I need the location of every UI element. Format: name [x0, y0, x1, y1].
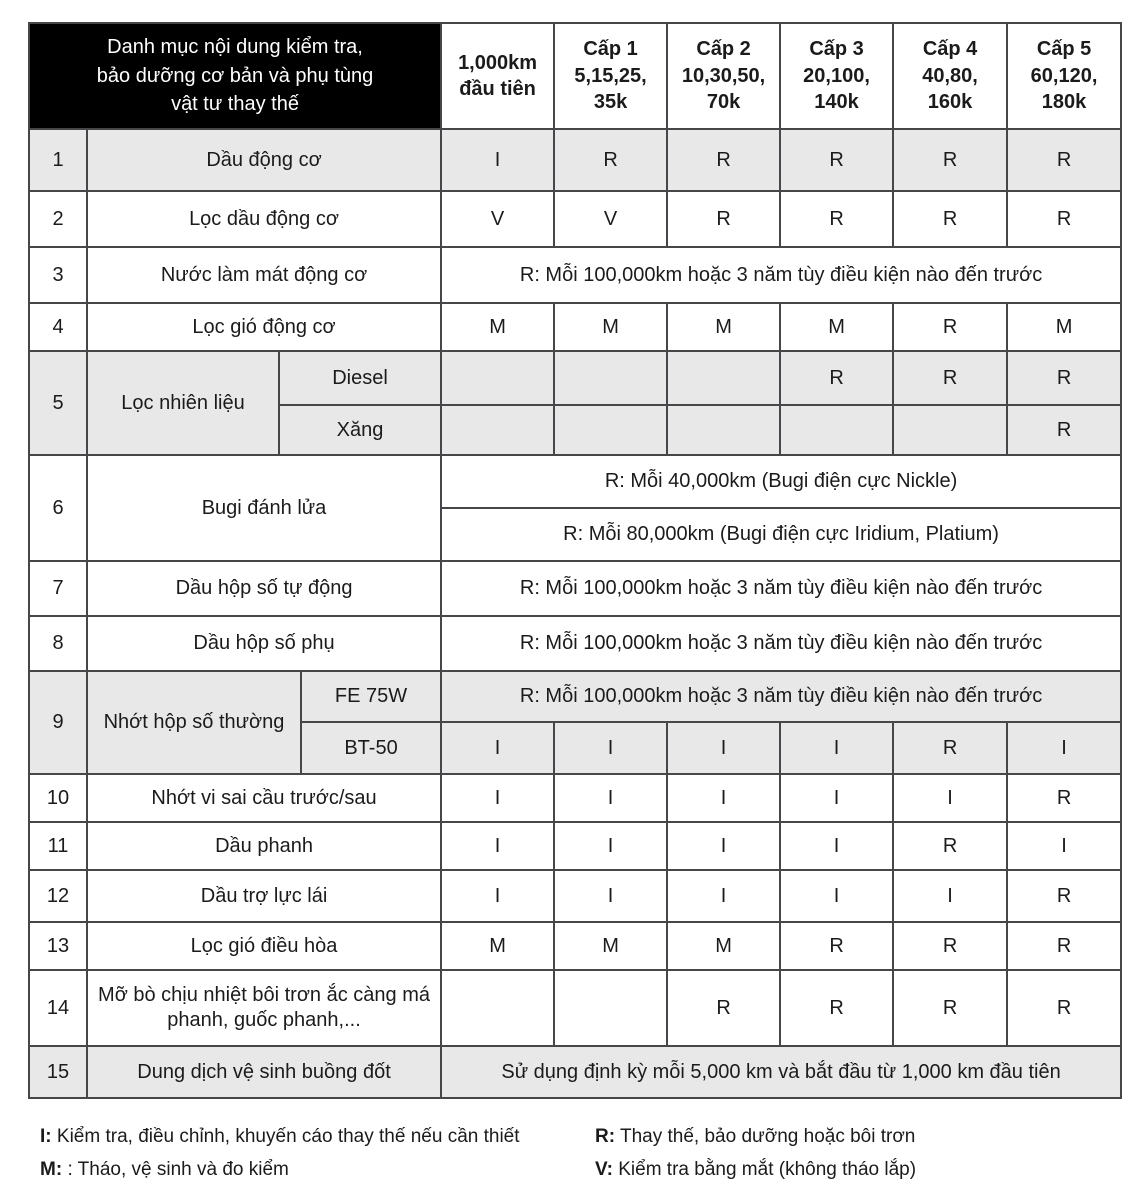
legend-item-m	[40, 1153, 520, 1186]
column-header-line: 5,15,25,	[574, 64, 647, 87]
interval-cell: I	[441, 774, 554, 822]
table-title-line: Danh mục nội dung kiểm tra,	[107, 36, 363, 59]
interval-cell: R	[1007, 922, 1121, 970]
table-title-cell	[29, 23, 441, 129]
row-number: 6	[29, 455, 87, 561]
interval-cell: I	[893, 870, 1007, 922]
table-title-line: bảo dưỡng cơ bản và phụ tùng	[96, 64, 374, 87]
row-number: 5	[29, 351, 87, 455]
interval-cell: I	[780, 822, 893, 870]
interval-cell: M	[441, 922, 554, 970]
interval-cell: I	[667, 722, 780, 774]
column-header-line: 20,100,	[803, 64, 870, 87]
legend-key-m: M:	[40, 1159, 63, 1180]
interval-cell: I	[441, 129, 554, 191]
table-row	[29, 561, 1121, 616]
column-header-line: Cấp 4	[922, 38, 978, 61]
legend-key-i: I:	[40, 1126, 52, 1147]
span-note: R: Mỗi 100,000km hoặc 3 năm tùy điều kiện nào đến trước	[441, 247, 1121, 303]
interval-cell: I	[441, 870, 554, 922]
column-header-line: 35k	[593, 91, 628, 114]
interval-cell: R	[893, 922, 1007, 970]
interval-cell: R	[1007, 129, 1121, 191]
interval-cell: I	[667, 870, 780, 922]
column-header-cap2	[667, 23, 780, 129]
interval-cell: M	[667, 922, 780, 970]
interval-cell	[441, 351, 554, 405]
table-row	[29, 671, 1121, 722]
interval-cell: R	[893, 129, 1007, 191]
interval-cell	[667, 351, 780, 405]
interval-cell: R	[1007, 405, 1121, 455]
column-header-line: Cấp 2	[696, 38, 751, 61]
item-label: Dầu động cơ	[87, 129, 441, 191]
span-note: R: Mỗi 100,000km hoặc 3 năm tùy điều kiện nào đến trước	[441, 616, 1121, 671]
interval-cell: R	[893, 970, 1007, 1046]
item-label: Dung dịch vệ sinh buồng đốt	[87, 1046, 441, 1098]
item-label: Nhớt hộp số thường	[87, 671, 301, 774]
table-row	[29, 822, 1121, 870]
row-number: 10	[29, 774, 87, 822]
interval-cell: I	[554, 870, 667, 922]
interval-cell	[667, 405, 780, 455]
table-row	[29, 1046, 1121, 1098]
interval-cell	[554, 351, 667, 405]
legend-text-m: : Tháo, vệ sinh và đo kiểm	[67, 1159, 289, 1180]
interval-cell: M	[1007, 303, 1121, 351]
interval-cell: R	[780, 129, 893, 191]
item-label: Mỡ bò chịu nhiệt bôi trơn ắc càng má phanh, guốc phanh,...	[87, 970, 441, 1046]
interval-cell: R	[1007, 774, 1121, 822]
interval-cell	[893, 405, 1007, 455]
interval-cell: R	[1007, 970, 1121, 1046]
interval-cell: M	[780, 303, 893, 351]
interval-cell: M	[554, 922, 667, 970]
column-header-line: đầu tiên	[459, 78, 536, 100]
interval-cell: M	[667, 303, 780, 351]
interval-cell: V	[554, 191, 667, 247]
interval-cell: I	[554, 774, 667, 822]
span-note: R: Mỗi 100,000km hoặc 3 năm tùy điều kiện nào đến trước	[441, 671, 1121, 722]
table-row	[29, 922, 1121, 970]
interval-cell	[441, 405, 554, 455]
item-label: Dầu trợ lực lái	[87, 870, 441, 922]
span-note: R: Mỗi 80,000km (Bugi điện cực Iridium, Platium)	[441, 508, 1121, 561]
column-header-line: 60,120,	[1030, 64, 1098, 87]
span-note: R: Mỗi 100,000km hoặc 3 năm tùy điều kiện nào đến trước	[441, 561, 1121, 616]
interval-cell: R	[1007, 351, 1121, 405]
interval-cell: R	[1007, 870, 1121, 922]
row-number: 1	[29, 129, 87, 191]
legend-key-r: R:	[595, 1126, 616, 1147]
row-number: 11	[29, 822, 87, 870]
table-row	[29, 455, 1121, 508]
legend-text-i: Kiểm tra, điều chỉnh, khuyến cáo thay thế nếu cần thiết	[56, 1126, 520, 1147]
interval-cell: I	[780, 722, 893, 774]
column-header-first-1000km	[441, 23, 554, 129]
row-number: 14	[29, 970, 87, 1046]
item-label: Dầu hộp số phụ	[87, 616, 441, 671]
column-header-line: 140k	[814, 91, 859, 114]
interval-cell	[554, 405, 667, 455]
row-number: 13	[29, 922, 87, 970]
row-number: 9	[29, 671, 87, 774]
interval-cell: I	[667, 774, 780, 822]
table-row	[29, 303, 1121, 351]
column-header-cap4	[893, 23, 1007, 129]
interval-cell: R	[780, 970, 893, 1046]
interval-cell: R	[1007, 191, 1121, 247]
row-number: 2	[29, 191, 87, 247]
legend-text-v: Kiểm tra bằng mắt (không tháo lắp)	[618, 1159, 917, 1180]
legend-text-r: Thay thế, bảo dưỡng hoặc bôi trơn	[620, 1126, 916, 1147]
interval-cell: R	[893, 303, 1007, 351]
table-row	[29, 970, 1121, 1046]
row-number: 8	[29, 616, 87, 671]
interval-cell: I	[780, 774, 893, 822]
legend-item-i	[40, 1120, 520, 1153]
interval-cell	[441, 970, 554, 1046]
row-number: 4	[29, 303, 87, 351]
item-label: Lọc gió điều hòa	[87, 922, 441, 970]
interval-cell: R	[893, 822, 1007, 870]
sub-label-fe75w: FE 75W	[301, 671, 441, 722]
interval-cell	[554, 970, 667, 1046]
table-row	[29, 247, 1121, 303]
item-label: Lọc dầu động cơ	[87, 191, 441, 247]
interval-cell: I	[441, 722, 554, 774]
column-header-cap3	[780, 23, 893, 129]
interval-cell: I	[441, 822, 554, 870]
column-header-line: 10,30,50,	[681, 64, 766, 87]
legend-key-v: V:	[595, 1159, 613, 1180]
column-header-line: 70k	[706, 91, 741, 114]
interval-cell: V	[441, 191, 554, 247]
column-header-cap5	[1007, 23, 1121, 129]
table-row	[29, 191, 1121, 247]
interval-cell: R	[554, 129, 667, 191]
row-number: 12	[29, 870, 87, 922]
table-row	[29, 774, 1121, 822]
column-header-line: Cấp 5	[1036, 38, 1092, 61]
interval-cell: I	[1007, 822, 1121, 870]
row-number: 15	[29, 1046, 87, 1098]
interval-cell: I	[780, 870, 893, 922]
table-title-line: vật tư thay thế	[171, 93, 299, 116]
table-row	[29, 616, 1121, 671]
item-label: Dầu hộp số tự động	[87, 561, 441, 616]
interval-cell: R	[780, 351, 893, 405]
column-header-line: 1,000km	[458, 51, 538, 74]
span-note: R: Mỗi 40,000km (Bugi điện cực Nickle)	[441, 455, 1121, 508]
item-label: Lọc gió động cơ	[87, 303, 441, 351]
sub-label-xang: Xăng	[279, 405, 441, 455]
interval-cell: I	[1007, 722, 1121, 774]
legend-item-v	[595, 1153, 916, 1186]
interval-cell: R	[667, 191, 780, 247]
interval-cell: I	[554, 822, 667, 870]
table-row	[29, 129, 1121, 191]
legend-left-column	[40, 1120, 520, 1186]
column-header-line: Cấp 3	[809, 38, 864, 61]
sub-label-bt50: BT-50	[301, 722, 441, 774]
legend-item-r	[595, 1120, 916, 1153]
interval-cell: R	[780, 922, 893, 970]
column-header-line: Cấp 1	[583, 38, 638, 61]
item-label: Dầu phanh	[87, 822, 441, 870]
interval-cell	[780, 405, 893, 455]
interval-cell: M	[441, 303, 554, 351]
table-row	[29, 870, 1121, 922]
interval-cell: I	[667, 822, 780, 870]
table-row	[29, 351, 1121, 405]
interval-cell: I	[893, 774, 1007, 822]
sub-label-diesel: Diesel	[279, 351, 441, 405]
interval-cell: R	[893, 722, 1007, 774]
interval-cell: R	[780, 191, 893, 247]
column-header-line: 180k	[1041, 91, 1087, 114]
column-header-cap1	[554, 23, 667, 129]
interval-cell: R	[667, 970, 780, 1046]
item-label: Nhớt vi sai cầu trước/sau	[87, 774, 441, 822]
legend-right-column	[595, 1120, 916, 1186]
row-number: 7	[29, 561, 87, 616]
span-note: Sử dụng định kỳ mỗi 5,000 km và bắt đầu từ 1,000 km đầu tiên	[441, 1046, 1121, 1098]
header-row	[29, 23, 1121, 129]
item-label: Bugi đánh lửa	[87, 455, 441, 561]
interval-cell: R	[667, 129, 780, 191]
interval-cell: R	[893, 351, 1007, 405]
item-label: Nước làm mát động cơ	[87, 247, 441, 303]
column-header-line: 160k	[927, 91, 973, 114]
interval-cell: I	[554, 722, 667, 774]
column-header-line: 40,80,	[922, 64, 978, 87]
maintenance-table	[28, 22, 1122, 1099]
item-label: Lọc nhiên liệu	[87, 351, 279, 455]
interval-cell: M	[554, 303, 667, 351]
row-number: 3	[29, 247, 87, 303]
interval-cell: R	[893, 191, 1007, 247]
